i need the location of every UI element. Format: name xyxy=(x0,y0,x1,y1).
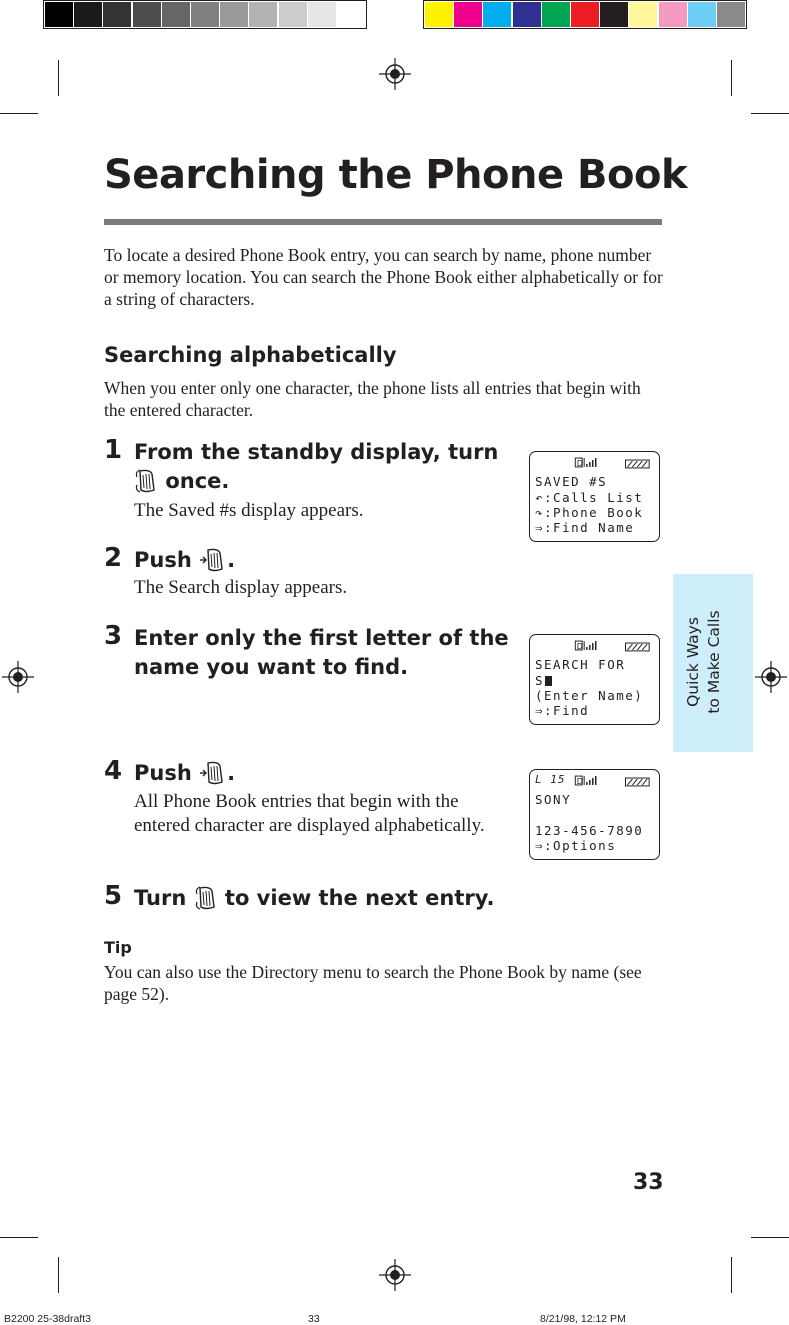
footer-slug-center: 33 xyxy=(308,1313,320,1325)
step-title-text: Turn xyxy=(134,886,187,910)
lcd-line xyxy=(535,505,643,520)
lcd-line xyxy=(535,673,552,688)
tip-text: You can also use the Directory menu to search the Phone Book by name (see page 52). xyxy=(104,962,642,1004)
jog-dial-turn-icon xyxy=(194,885,218,911)
title-rule xyxy=(104,219,662,225)
page-title: Searching the Phone Book xyxy=(104,152,688,198)
signal-battery-icon xyxy=(530,773,659,787)
lcd-line: 123-456-7890 xyxy=(535,823,644,838)
memory-location-indicator: L 15 xyxy=(535,773,566,786)
jog-dial-push-icon xyxy=(199,760,227,786)
registration-mark-icon xyxy=(379,1259,411,1291)
jog-dial-turn-icon xyxy=(134,468,158,494)
lcd-line-text: S xyxy=(535,673,545,688)
svg-text:D: D xyxy=(576,458,585,468)
registration-mark-icon xyxy=(379,58,411,90)
lcd-line: SONY xyxy=(535,792,572,807)
step-title xyxy=(134,546,514,575)
step-title-text: From the standby display, turn xyxy=(134,440,499,464)
registration-mark-icon xyxy=(755,661,787,693)
crop-mark xyxy=(0,1237,38,1238)
step-title-text: name you want to find. xyxy=(134,655,409,679)
lcd-line xyxy=(535,838,616,853)
crop-mark xyxy=(58,60,59,96)
lcd-line xyxy=(535,490,643,505)
push-arrow-icon: ⇒ xyxy=(535,520,545,535)
footer-slug-right: 8/21/98, 12:12 PM xyxy=(540,1313,626,1325)
crop-mark xyxy=(731,1257,732,1293)
color-bar-frame xyxy=(423,0,747,29)
crop-mark xyxy=(751,1237,789,1238)
section-intro: When you enter only one character, the phone lists all entries that begin with the entered character. xyxy=(104,378,641,420)
step-title-text: once. xyxy=(165,469,230,493)
svg-text:D: D xyxy=(576,776,585,786)
svg-text:D: D xyxy=(576,641,585,651)
step-number: 5 xyxy=(104,881,123,911)
step-title-text: to view the next entry. xyxy=(224,886,495,910)
jog-dial-push-icon xyxy=(199,547,227,573)
lcd-screen-entry xyxy=(529,769,660,860)
lcd-line-text: :Find Name xyxy=(544,520,635,535)
lcd-line: SAVED #S xyxy=(535,474,608,489)
crop-mark xyxy=(0,113,38,114)
lcd-screen-saved xyxy=(529,451,660,542)
turn-arrow-icon: ↷ xyxy=(535,505,545,520)
page-number: 33 xyxy=(633,1170,664,1195)
section-heading: Searching alphabetically xyxy=(104,343,397,367)
lcd-line-text: :Calls List xyxy=(544,490,644,505)
step-title xyxy=(134,884,554,913)
lcd-line xyxy=(535,520,634,535)
step-title xyxy=(134,438,514,496)
crop-mark xyxy=(751,113,789,114)
tip-label: Tip xyxy=(104,938,132,957)
signal-battery-icon xyxy=(530,455,659,469)
step-description: The Saved #s display appears. xyxy=(134,500,364,521)
crop-mark xyxy=(58,1257,59,1293)
chapter-side-tab xyxy=(673,574,753,752)
lcd-screen-search xyxy=(529,634,660,725)
side-tab-label xyxy=(683,582,725,742)
intro-paragraph: To locate a desired Phone Book entry, you can search by name, phone number or memory location. You can search the Phone Book either alphabetically or for a string of characters. xyxy=(104,245,663,309)
step-title xyxy=(134,759,514,788)
footer-slug-left: B2200 25-38draft3 xyxy=(4,1313,91,1325)
cursor-block-icon xyxy=(545,676,552,686)
step-number: 4 xyxy=(104,756,123,786)
color-bar-frame xyxy=(43,0,367,29)
step-title-text: Push xyxy=(134,548,192,572)
step-number: 2 xyxy=(104,543,123,573)
registration-mark-icon xyxy=(2,661,34,693)
step-number: 1 xyxy=(104,435,123,465)
push-arrow-icon: ⇒ xyxy=(535,703,545,718)
lcd-line-text: :Options xyxy=(544,838,617,853)
step-title-text: Enter only the first letter of the xyxy=(134,626,509,650)
lcd-line-text: :Phone Book xyxy=(544,505,644,520)
crop-mark xyxy=(731,60,732,96)
step-description: The Search display appears. xyxy=(134,577,348,598)
lcd-line-text: :Find xyxy=(544,703,590,718)
step-title-text: . xyxy=(227,548,236,572)
lcd-line: SEARCH FOR xyxy=(535,657,626,672)
turn-arrow-icon: ↶ xyxy=(535,490,545,505)
step-description: All Phone Book entries that begin with the entered character are displayed alphabetically. xyxy=(134,791,485,836)
side-tab-line: Quick Ways xyxy=(684,617,702,707)
push-arrow-icon: ⇒ xyxy=(535,838,545,853)
lcd-line xyxy=(535,703,589,718)
side-tab-line: to Make Calls xyxy=(705,610,723,714)
step-title xyxy=(134,624,524,682)
step-title-text: Push xyxy=(134,761,192,785)
lcd-line: (Enter Name) xyxy=(535,688,644,703)
step-number: 3 xyxy=(104,621,123,651)
signal-battery-icon xyxy=(530,638,659,652)
step-title-text: . xyxy=(227,761,236,785)
